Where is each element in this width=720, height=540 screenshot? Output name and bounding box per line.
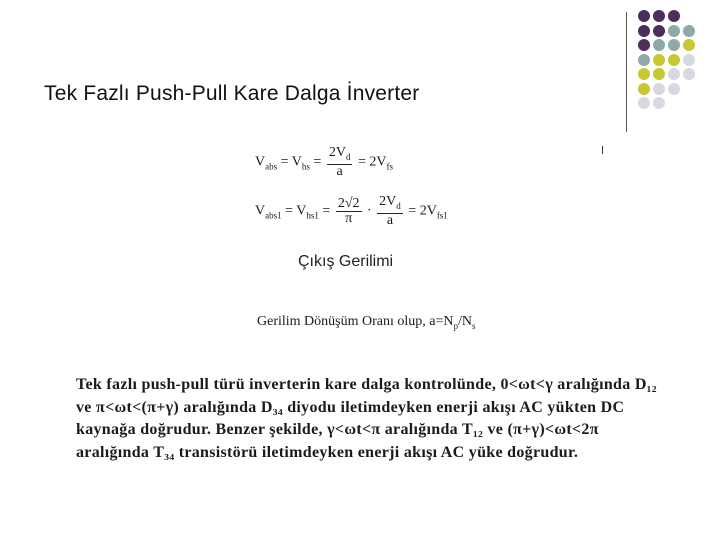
divider-tick [602,146,603,154]
decorative-dot [683,39,695,51]
paragraph-line: aralığında T₃₄ transistörü iletimdeyken enerji akışı AC yüke doğrudur. [76,443,579,461]
fraction-2vd-over-a: $\frac{2V_d}{a}$ [379,194,401,228]
decorative-dot [653,10,665,22]
decorative-dot [638,54,650,66]
decorative-dot-grid [638,10,720,114]
paragraph-line: kaynağa doğrudur. Benzer şekilde, γ<ωt<π aralığında T₁₂ ve (π+γ)<ωt<2π [76,421,599,438]
decorative-dot [638,83,650,95]
decorative-dot [653,68,665,80]
decorative-dot [668,83,680,95]
decorative-dot [668,68,680,80]
decorative-dot [668,54,680,66]
equation-vabs1: $V_{abs1} = V_{hs1}$ = $\frac{2√2}{\pi}$ · $\frac{2V_d}{a}$ = $2V_{fs1}$ [255,194,448,228]
decorative-dot [683,68,695,80]
decorative-dot [638,10,650,22]
slide-title: Tek Fazlı Push-Pull Kare Dalga İnverter [44,82,420,105]
decorative-dot [668,39,680,51]
output-voltage-caption: Çıkış Gerilimi [298,253,394,270]
equation-vabs: $V_{abs} = V_{hs}$ = $\frac{2V_d}{a}$ = $2V_{fs}$ [255,145,393,179]
decorative-dot [653,39,665,51]
decorative-dot [683,25,695,37]
turns-ratio-text: Gerilim Dönüşüm Oranı olup, $a=N_p/N_s$ [257,314,476,331]
divider-line [626,12,627,132]
decorative-dot [653,25,665,37]
paragraph-line: Tek fazlı push-pull türü inverterin kare dalga kontrolünde, 0<ωt<γ aralığında D₁₂ [76,376,657,393]
decorative-dot [668,10,680,22]
paragraph-line: ve π<ωt<(π+γ) aralığında D₃₄ diyodu iletimdeyken enerji akışı AC yükten DC [76,398,625,416]
decorative-dot [653,83,665,95]
decorative-dot [638,39,650,51]
description-paragraph [76,374,676,464]
fraction-2vd-over-a: $\frac{2V_d}{a}$ [328,145,351,179]
decorative-dot [668,25,680,37]
decorative-dot [653,54,665,66]
decorative-dot [638,68,650,80]
decorative-dot [638,97,650,109]
decorative-dot [638,25,650,37]
decorative-dot [653,97,665,109]
decorative-dot [683,54,695,66]
fraction-2root2-over-pi: $\frac{2√2}{\pi}$ [337,195,360,226]
